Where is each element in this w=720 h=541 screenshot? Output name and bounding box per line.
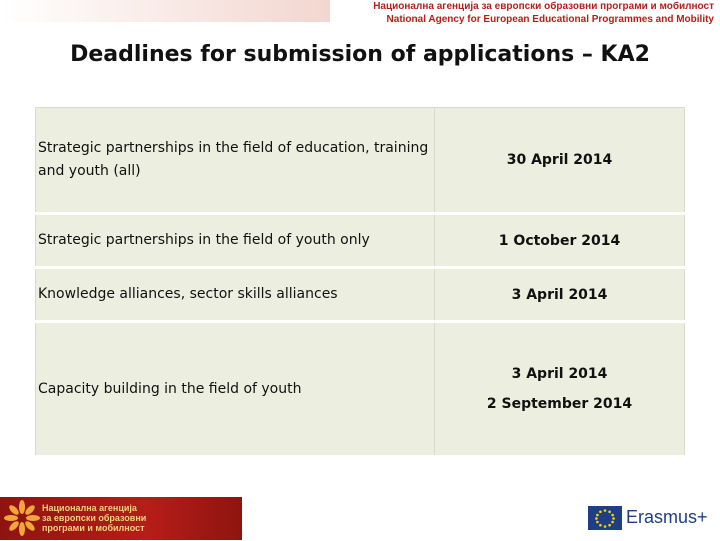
deadlines-table <box>35 107 685 458</box>
agency-footer-logo <box>0 497 242 540</box>
deadline-date: 2 September 2014 <box>486 396 633 412</box>
footer-agency-line: програми и мобилност <box>42 523 145 533</box>
deadline-date: 30 April 2014 <box>506 152 613 168</box>
deadline-date: 3 April 2014 <box>511 366 608 382</box>
footer-agency-line: за европски образовни <box>42 513 147 523</box>
table-row <box>36 214 685 268</box>
erasmus-brand-text: Erasmus+ <box>626 507 708 527</box>
deadline-cell <box>435 108 685 214</box>
program-cell: Strategic partnerships in the field of youth only <box>36 214 435 268</box>
deadline-cell <box>435 322 685 457</box>
program-cell: Knowledge alliances, sector skills alliances <box>36 268 435 322</box>
table-row <box>36 268 685 322</box>
agency-header <box>373 0 714 26</box>
star-emblem-icon <box>4 499 40 541</box>
footer-agency-name <box>42 503 146 533</box>
program-cell: Capacity building in the field of youth <box>36 322 435 457</box>
deadline-cell <box>435 214 685 268</box>
table-row <box>36 108 685 214</box>
erasmus-logo <box>580 497 720 540</box>
header-stripe <box>0 0 330 22</box>
deadline-cell <box>435 268 685 322</box>
agency-name-en: National Agency for European Educational Programmes and Mobility <box>386 14 714 25</box>
agency-name-mk: Национална агенција за европски образовни програми и мобилност <box>373 1 714 12</box>
table-row <box>36 322 685 457</box>
footer-agency-line: Национална агенција <box>42 503 137 513</box>
program-cell: Strategic partnerships in the field of education, training and youth (all) <box>36 108 435 214</box>
deadline-date: 1 October 2014 <box>498 232 621 249</box>
eu-flag-icon <box>588 506 622 534</box>
page-title: Deadlines for submission of applications – KA2 <box>70 42 650 67</box>
deadline-date: 3 April 2014 <box>511 286 608 303</box>
